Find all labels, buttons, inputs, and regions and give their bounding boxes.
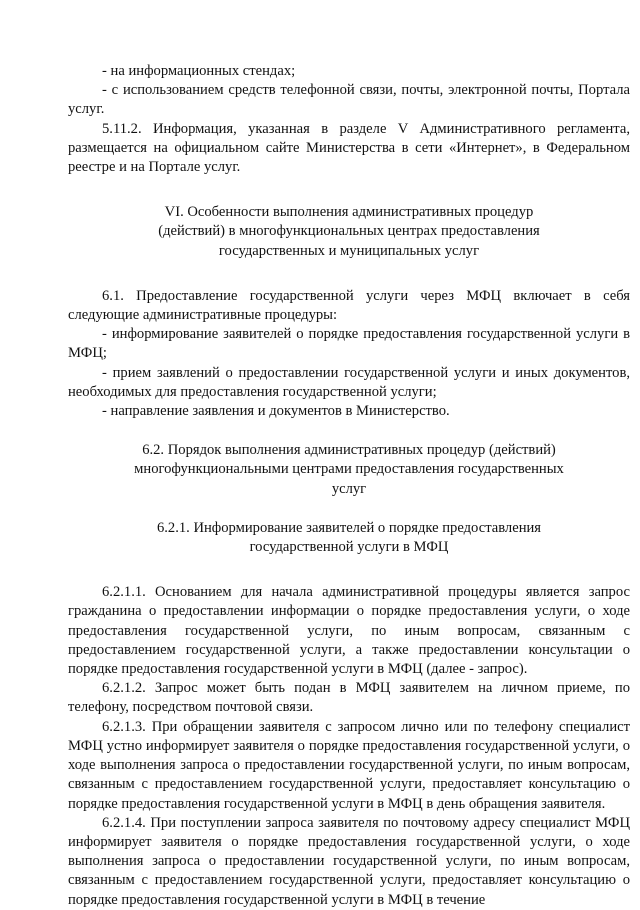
paragraph-6-1: 6.1. Предоставление государственной услуги через МФЦ включает в себя следующие административные процедуры: [68,287,630,324]
list-item-sending: - направление заявления и документов в Министерство. [102,403,450,420]
section-6-2-1-title-line: 6.2.1. Информирование заявителей о порядке предоставления [156,519,542,536]
section-6-2-1-title-line: государственной услуги в МФЦ [249,539,449,556]
section-6-2-1-title [68,519,630,557]
paragraph-6-2-1-3: 6.2.1.3. При обращении заявителя с запросом лично или по телефону специалист МФЦ устно информирует заявителя о порядке предоставления государственной услуги, о ходе выполнения запроса о предоставлении государственной услуги, по иным вопросам, связанным с предоставлением государственной услуги, предоставляет консультацию о порядке предоставления государственной услуги в МФЦ в день обращения заявителя. [68,718,630,812]
list-item-informing: - информирование заявителей о порядке предоставления государственной услуги в МФЦ; [68,326,630,362]
section-6-title [68,203,630,261]
section-6-2-title-line: 6.2. Порядок выполнения административных процедур (действий) [142,442,556,459]
document-body [68,62,630,910]
paragraph-6-2-1-4: 6.2.1.4. При поступлении запроса заявителя по почтовому адресу специалист МФЦ информирует заявителя о порядке предоставления государственной услуги, о ходе выполнения запроса о предоставлении государственной услуги, по иным вопросам, связанным с предоставлением государственной услуги, предоставляет консультацию о порядке предоставления государственной услуги в МФЦ в течение [68,814,630,908]
section-6-title-line: VI. Особенности выполнения административных процедур [164,204,534,221]
section-6-title-line: (действий) в многофункциональных центрах предоставления [158,223,540,240]
section-6-2-title [68,441,630,499]
paragraph-6-2-1-1: 6.2.1.1. Основанием для начала административной процедуры является запрос гражданина о предоставлении информации о порядке предоставления услуги, о ходе предоставления государственной услуги, по иным вопросам, связанным с предоставлением государственной услуги, а также предоставлении консультации о порядке предоставления государственной услуги в МФЦ (далее - запрос). [68,584,630,678]
paragraph-5-11-2: 5.11.2. Информация, указанная в разделе V Административного регламента, размещается на официальном сайте Министерства в сети «Интернет», в Федеральном реестре и на Портале услуг. [68,120,630,176]
section-6-2-title-line: услуг [331,480,367,497]
paragraph-6-2-1-2: 6.2.1.2. Запрос может быть подан в МФЦ заявителем на личном приеме, по телефону, посредством почтовой связи. [68,680,630,716]
list-item-info-stands: - на информационных стендах; [102,63,296,79]
section-6-2-title-line: многофункциональными центрами предоставления государственных [134,461,564,478]
section-6-title-line: государственных и муниципальных услуг [218,242,480,259]
list-item-receiving: - прием заявлений о предоставлении государственной услуги и иных документов, необходимых для предоставления государственной услуги; [68,364,630,400]
list-item-phone-mail: - с использованием средств телефонной связи, почты, электронной почты, Портала услуг. [68,82,630,118]
